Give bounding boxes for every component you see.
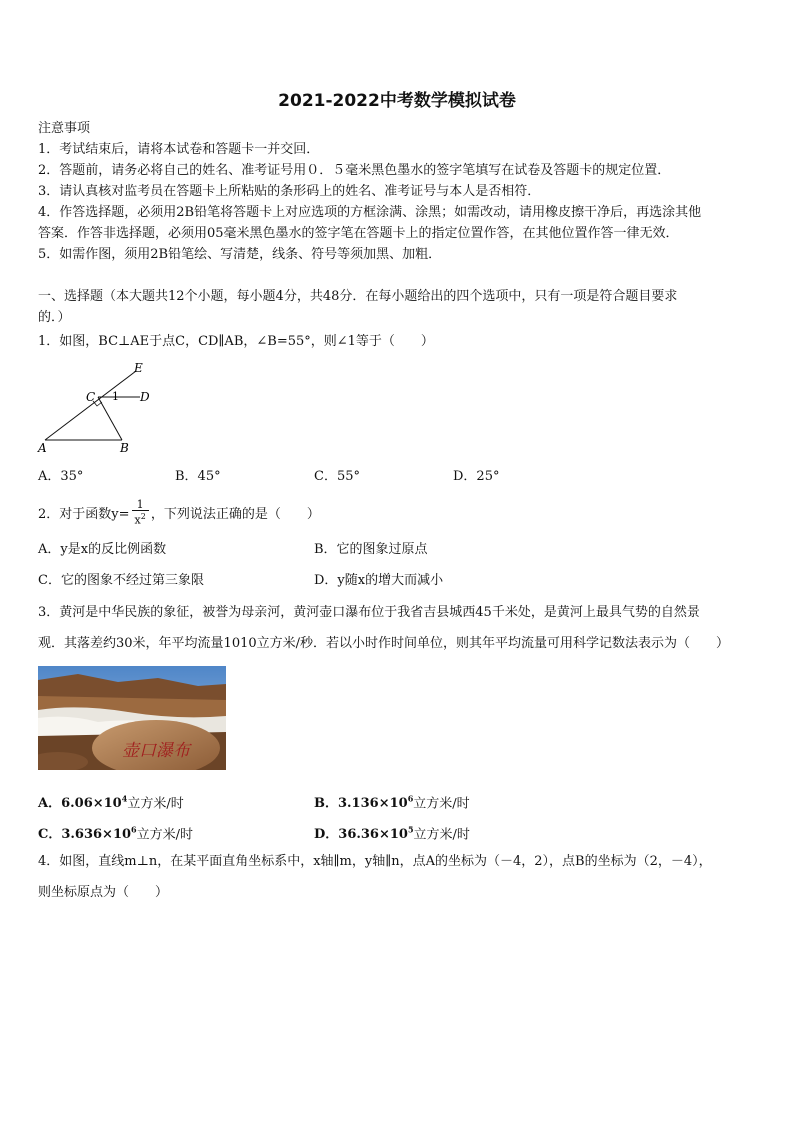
q2-option-d: D．y随x的增大而减小: [314, 573, 444, 588]
label-c: C: [86, 390, 96, 404]
q2-stem-end: ，下列说法正确的是（ ）: [150, 506, 320, 522]
option-unit: 立方米/时: [413, 796, 470, 812]
notice-heading: 注意事项: [38, 121, 91, 136]
label-e: E: [134, 361, 143, 375]
option-exponent: 6: [407, 794, 414, 804]
q4-stem-line1: 4．如图，直线m⊥n，在某平面直角坐标系中，x轴∥m，y轴∥n，点A的坐标为（－4，2），点B的坐标为（2，－4），: [38, 854, 712, 869]
option-exponent: 6: [131, 825, 137, 835]
notice-item: 4．作答选择题，必须用2B铅笔将答题卡上对应选项的方框涂满、涂黑；如需改动，请用橡皮擦干净后，再选涂其他: [38, 205, 702, 220]
fraction-denominator: [132, 511, 149, 526]
label-d: D: [140, 390, 150, 404]
q2-option-c: C．它的图象不经过第三象限: [38, 573, 204, 588]
q1-stem: 1．如图，BC⊥AE于点C，CD∥AB，∠B=55°，则∠1等于（ ）: [38, 334, 434, 349]
denominator-exponent: 2: [140, 511, 146, 521]
notice-item: 答案．作答非选择题，必须用05毫米黑色墨水的签字笔在答题卡上的指定位置作答，在其他位置作答一律无效．: [38, 226, 679, 241]
q2-option-a: A．y是x的反比例函数: [38, 542, 167, 557]
waterfall-photo-illustration: [38, 666, 226, 770]
fraction: [132, 499, 149, 526]
angle-1-label: 1: [112, 390, 119, 403]
q2-stem-start: 2．对于函数y=: [38, 506, 130, 522]
q1-geometry-figure: [36, 356, 166, 456]
section-heading: 一、选择题（本大题共12个小题，每小题4分，共48分．在每小题给出的四个选项中，只有一项是符合题目要求: [38, 289, 678, 304]
q2-stem: [38, 494, 320, 530]
option-value: D．36.36×10: [314, 827, 408, 843]
label-b: B: [120, 441, 129, 455]
q3-option-c: [38, 820, 193, 845]
notice-item: 1．考试结束后，请将本试卷和答题卡一并交回．: [38, 142, 320, 157]
waterfall-photo: [38, 666, 226, 770]
q1-option-c: C．55°: [314, 469, 360, 484]
q3-option-a: [38, 789, 184, 814]
option-unit: 立方米/时: [127, 796, 184, 812]
option-value: A．6.06×10: [38, 796, 122, 812]
option-unit: 立方米/时: [136, 827, 194, 843]
q1-option-a: A．35°: [38, 469, 84, 484]
section-heading-cont: 的．）: [38, 310, 71, 325]
fraction-numerator: 1: [132, 499, 149, 511]
q2-option-b: B．它的图象过原点: [314, 542, 428, 557]
q3-stem-line2: 观．其落差约30米，年平均流量1010立方米/秒．若以小时作时间单位，则其年平均流量可用科学记数法表示为（ ）: [38, 636, 730, 651]
denominator-base: x: [134, 513, 141, 527]
q3-stem-line1: 3．黄河是中华民族的象征，被誉为母亲河，黄河壶口瀑布位于我省吉县城西45千米处，是黄河上最具气势的自然景: [38, 605, 700, 620]
label-a: A: [38, 441, 47, 455]
notice-item: 5．如需作图，须用2B铅笔绘、写清楚，线条、符号等须加黑、加粗．: [38, 247, 442, 262]
page-title: 2021-2022中考数学模拟试卷: [278, 91, 516, 111]
q1-option-b: B．45°: [175, 469, 221, 484]
q3-option-b: [314, 789, 470, 814]
notice-item: 3．请认真核对监考员在答题卡上所粘贴的条形码上的姓名、准考证号与本人是否相符．: [38, 184, 541, 199]
option-exponent: 4: [121, 794, 128, 804]
photo-inscription: 壶口瀑布: [122, 741, 190, 761]
option-unit: 立方米/时: [413, 827, 470, 843]
q4-stem-line2: 则坐标原点为（ ）: [38, 885, 169, 900]
q3-option-d: [314, 820, 470, 845]
option-value: B．3.136×10: [314, 796, 408, 812]
option-value: C．3.636×10: [38, 827, 132, 843]
option-exponent: 5: [407, 825, 414, 835]
notice-item: 2．答题前，请务必将自己的姓名、准考证号用０．５毫米黑色墨水的签字笔填写在试卷及答题卡的规定位置．: [38, 163, 671, 178]
q1-option-d: D．25°: [453, 469, 500, 484]
